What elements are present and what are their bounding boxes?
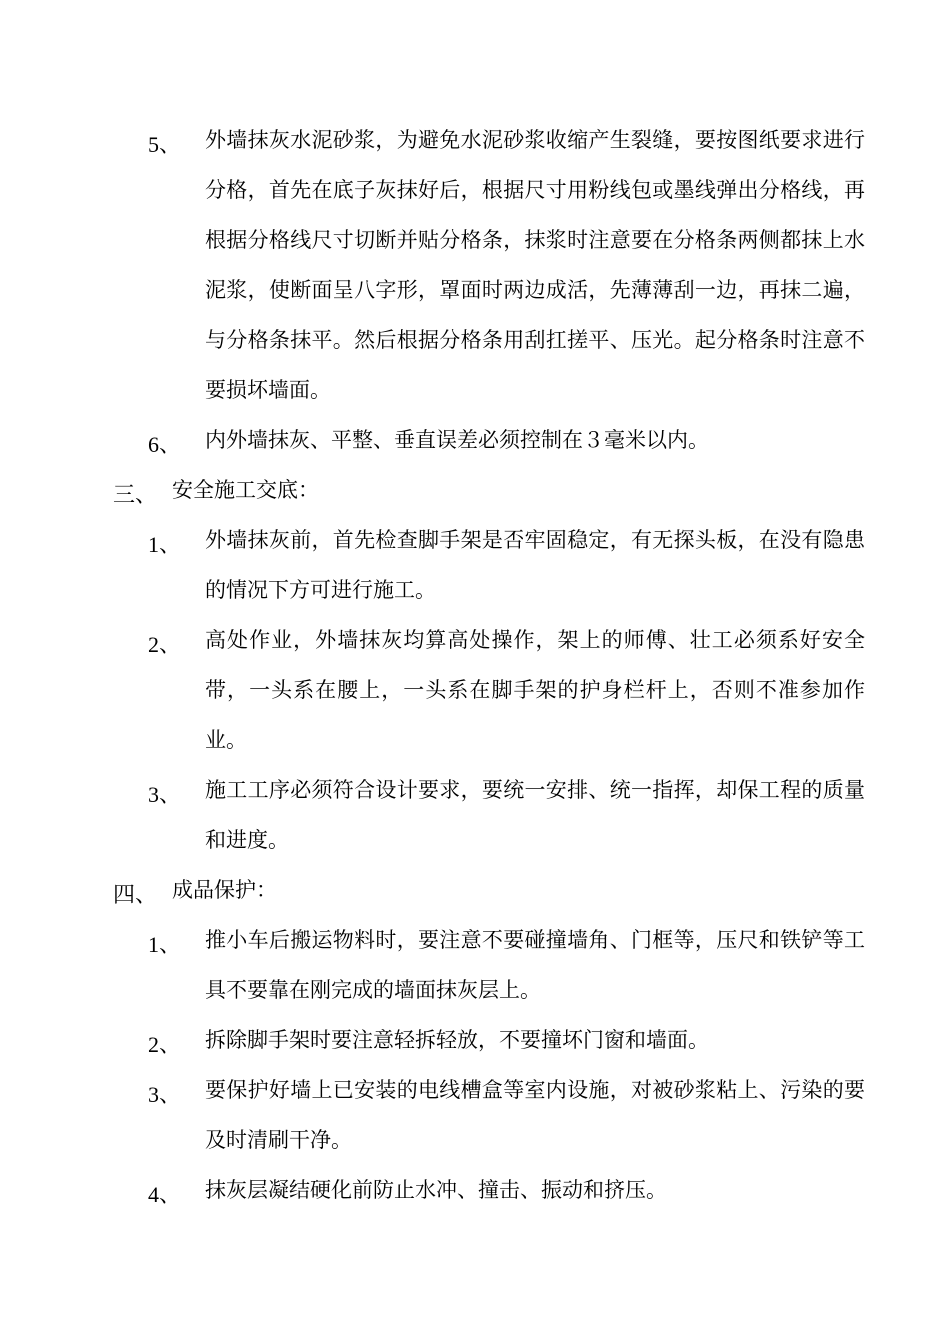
item-text: 施工工序必须符合设计要求，要统一安排、统一指挥，却保工程的质量和进度。	[205, 778, 865, 852]
item-text: 外墙抹灰前，首先检查脚手架是否牢固稳定，有无探头板，在没有隐患的情况下方可进行施工。	[205, 528, 865, 602]
item-number: 5、	[148, 132, 182, 157]
item-text: 内外墙抹灰、平整、垂直误差必须控制在３毫米以内。	[205, 428, 709, 452]
section-number: 三、	[113, 482, 158, 507]
item-number: 4、	[148, 1182, 182, 1207]
item-text: 推小车后搬运物料时，要注意不要碰撞墙角、门框等，压尺和铁铲等工具不要靠在刚完成的墙面抹灰层上。	[205, 928, 865, 1002]
item-number: 1、	[148, 932, 182, 957]
item-number: 3、	[148, 1082, 182, 1107]
item-number: 1、	[148, 532, 182, 557]
item-text: 抹灰层凝结硬化前防止水冲、撞击、振动和挤压。	[205, 1178, 667, 1202]
item-text: 拆除脚手架时要注意轻拆轻放，不要撞坏门窗和墙面。	[205, 1028, 709, 1052]
item-number: 3、	[148, 782, 182, 807]
section-number: 四、	[113, 882, 158, 907]
item-text: 要保护好墙上已安装的电线槽盒等室内设施，对被砂浆粘上、污染的要及时清刷干净。	[205, 1078, 865, 1152]
item-number: 2、	[148, 1032, 182, 1057]
item-number: 6、	[148, 432, 182, 457]
item-text: 外墙抹灰水泥砂浆，为避免水泥砂浆收缩产生裂缝，要按图纸要求进行分格，首先在底子灰抹好后，根据尺寸用粉线包或墨线弹出分格线，再根据分格线尺寸切断并贴分格条，抹浆时注意要在分格条两侧都抹上水泥浆，使断面呈八字形，罩面时两边成活，先薄薄刮一边，再抹二遍，与分格条抹平。然后根据分格条用刮扛搓平、压光。起分格条时注意不要损坏墙面。	[205, 128, 865, 402]
section-title: 成品保护：	[172, 878, 277, 902]
item-text: 高处作业，外墙抹灰均算高处操作，架上的师傅、壮工必须系好安全带，一头系在腰上，一头系在脚手架的护身栏杆上，否则不准参加作业。	[205, 628, 865, 752]
item-number: 2、	[148, 632, 182, 657]
section-title: 安全施工交底：	[172, 478, 319, 502]
